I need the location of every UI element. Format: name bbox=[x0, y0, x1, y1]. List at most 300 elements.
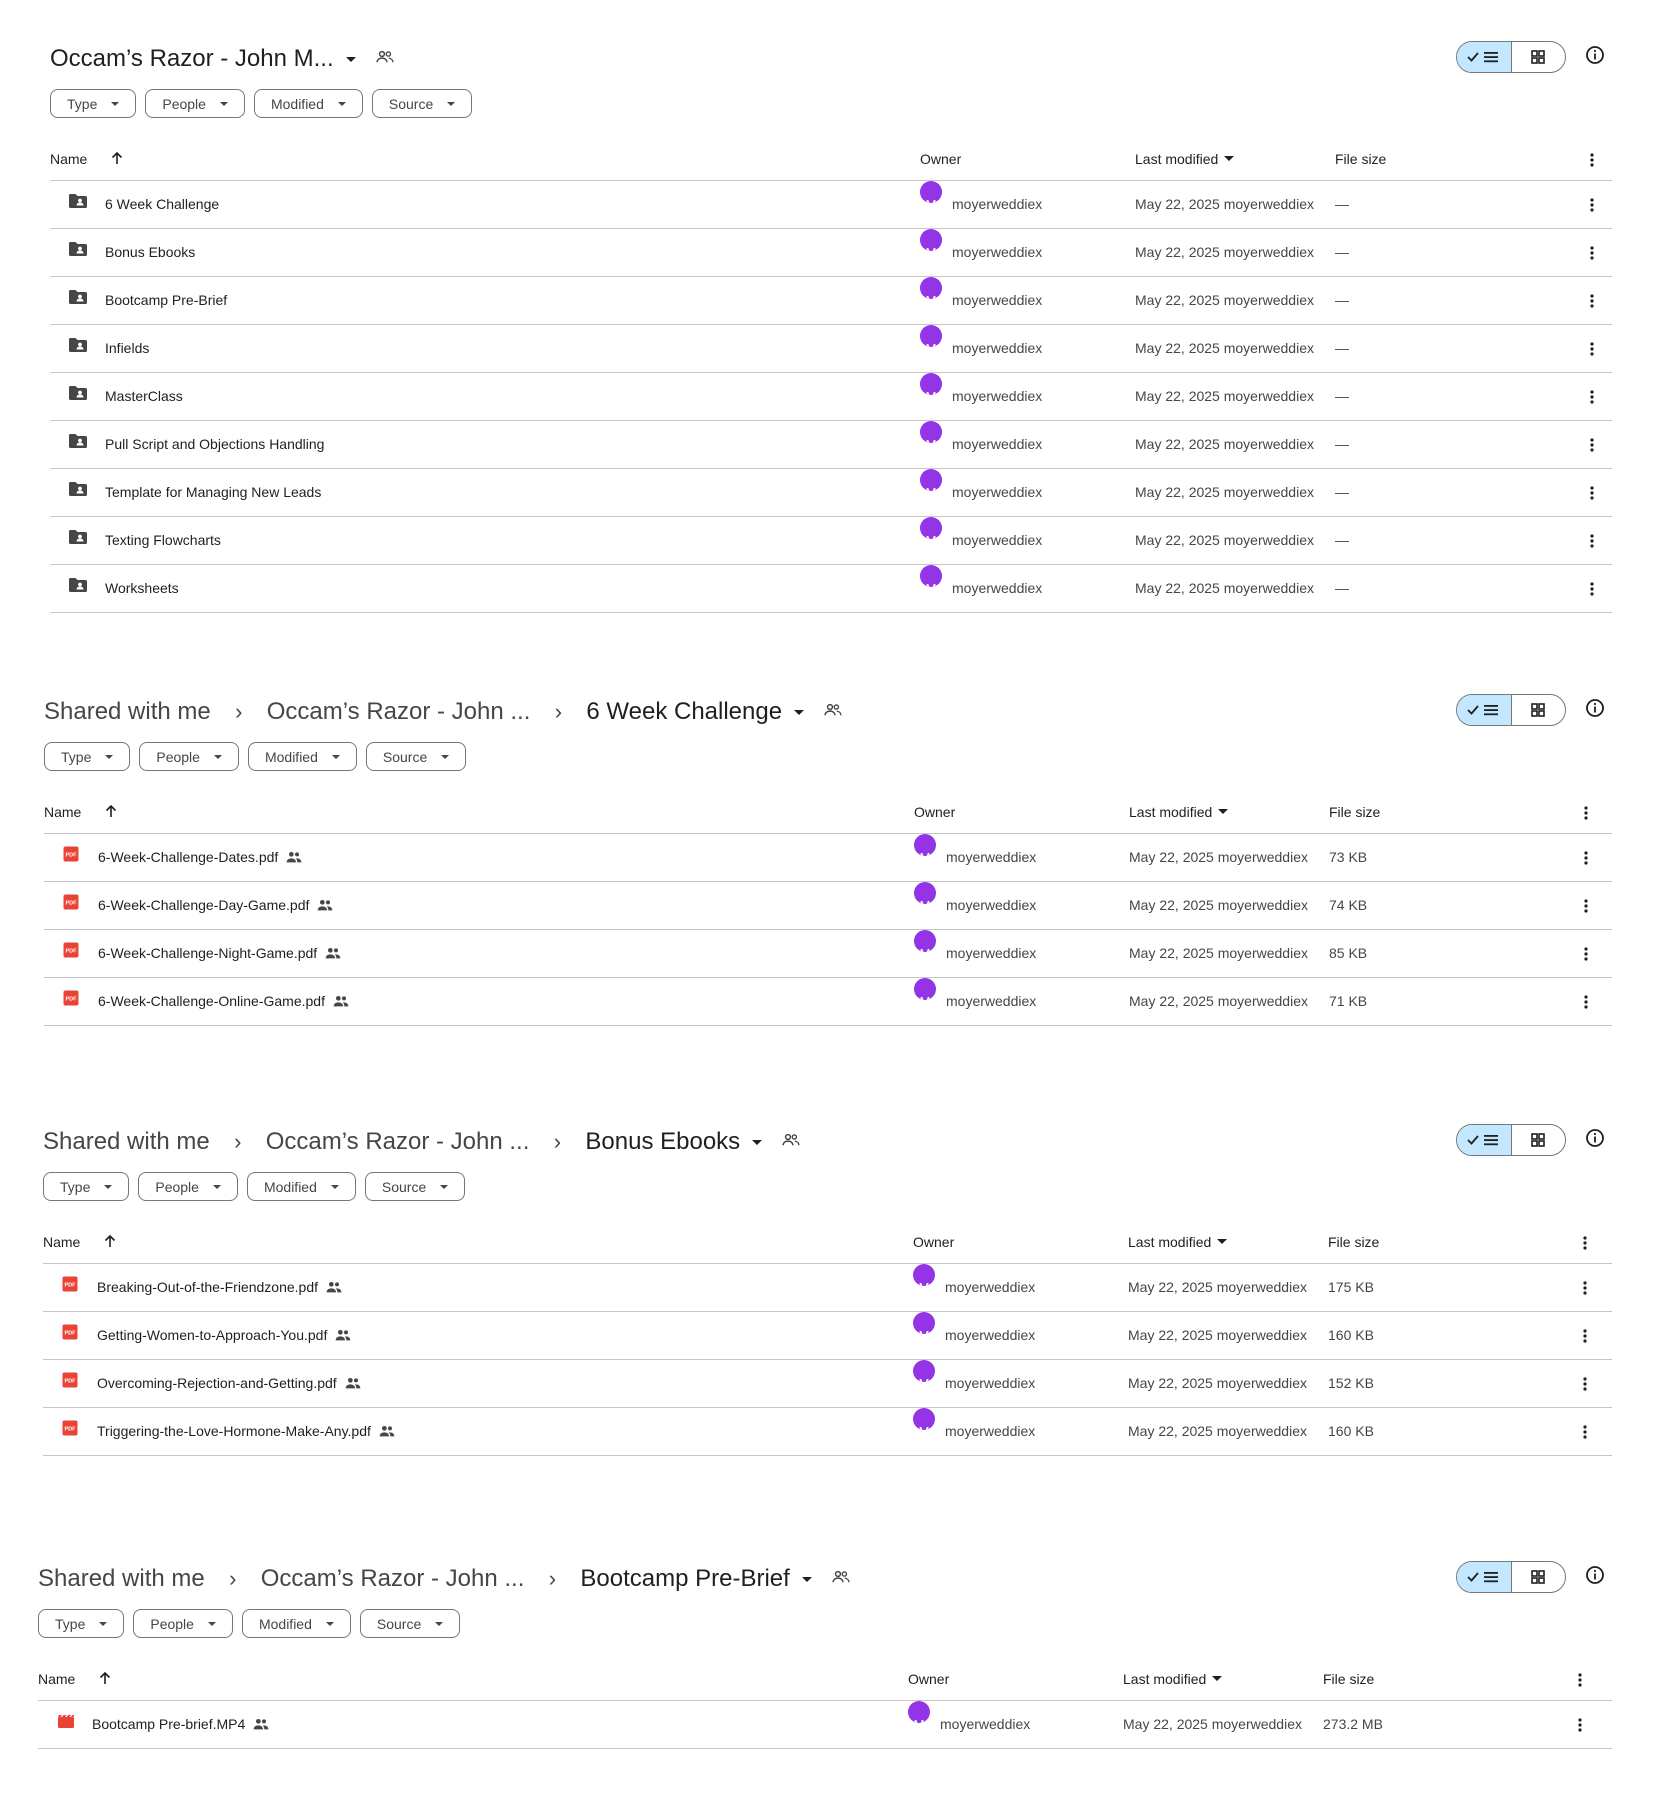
chevron-right-icon: › bbox=[548, 1566, 557, 1591]
more-vert-icon[interactable] bbox=[1587, 517, 1597, 564]
owner-name: moyerweddiex bbox=[952, 388, 1043, 404]
file-name-label: Bootcamp Pre-brief.MP4 bbox=[92, 1716, 246, 1732]
current-folder-label: Occam’s Razor - John M... bbox=[50, 45, 334, 72]
svg-text:PDF: PDF bbox=[65, 852, 77, 859]
chevron-right-icon: › bbox=[554, 699, 563, 724]
breadcrumb-item[interactable]: Occam’s Razor - John ... bbox=[260, 1565, 525, 1592]
column-last-modified[interactable] bbox=[1135, 139, 1234, 179]
owner-name: moyerweddiex bbox=[945, 1279, 1036, 1295]
more-vert-icon[interactable] bbox=[1580, 1408, 1590, 1455]
file-size: 152 KB bbox=[1328, 1375, 1374, 1391]
filter-chip-label: Source bbox=[382, 748, 428, 765]
last-modified: May 22, 2025 moyerweddiex bbox=[1135, 436, 1314, 452]
more-vert-icon[interactable] bbox=[1580, 1264, 1590, 1311]
avatar: M bbox=[913, 1264, 935, 1286]
file-size: — bbox=[1335, 292, 1349, 308]
last-modified: May 22, 2025 moyerweddiex bbox=[1135, 484, 1314, 500]
owner-name: moyerweddiex bbox=[946, 945, 1037, 961]
video-icon bbox=[57, 1701, 75, 1748]
column-last-modified-label: Last modified bbox=[1129, 804, 1213, 820]
file-name bbox=[92, 1701, 269, 1748]
shared-people-icon bbox=[317, 898, 333, 914]
shared-folder-icon bbox=[68, 565, 88, 612]
shared-people-icon bbox=[286, 850, 302, 866]
shared-people-icon[interactable] bbox=[782, 1133, 800, 1152]
filter-chip-label: Modified bbox=[258, 1615, 312, 1632]
file-size: — bbox=[1335, 580, 1349, 596]
last-modified: May 22, 2025 moyerweddiex bbox=[1128, 1327, 1307, 1343]
table-row[interactable] bbox=[50, 565, 1612, 613]
table-row[interactable] bbox=[44, 834, 1612, 882]
shared-people-icon bbox=[326, 1280, 342, 1296]
more-vert-icon[interactable] bbox=[1587, 565, 1597, 612]
caret-down-icon bbox=[326, 1622, 334, 1626]
caret-down-icon bbox=[104, 1185, 112, 1189]
column-file-size: File size bbox=[1328, 1234, 1380, 1250]
owner-name: moyerweddiex bbox=[952, 340, 1043, 356]
caret-down-icon bbox=[332, 755, 340, 759]
shared-people-icon bbox=[335, 1328, 351, 1344]
caret-down-icon bbox=[1212, 1676, 1222, 1681]
file-name bbox=[105, 373, 183, 420]
file-name bbox=[105, 517, 221, 564]
owner-name: moyerweddiex bbox=[952, 196, 1043, 212]
column-name[interactable]: Name bbox=[43, 1234, 81, 1250]
file-size: 175 KB bbox=[1328, 1279, 1374, 1295]
file-size: — bbox=[1335, 484, 1349, 500]
current-folder-label: Bonus Ebooks bbox=[585, 1128, 741, 1155]
filter-people-chip[interactable] bbox=[139, 742, 239, 771]
caret-down-icon bbox=[447, 102, 455, 106]
svg-text:PDF: PDF bbox=[64, 1426, 76, 1433]
sort-arrow-up-icon[interactable] bbox=[110, 140, 124, 180]
filter-modified-chip[interactable] bbox=[247, 1172, 356, 1201]
current-folder-title[interactable] bbox=[50, 45, 356, 73]
shared-people-icon bbox=[345, 1376, 361, 1392]
chevron-right-icon: › bbox=[234, 1129, 242, 1154]
column-owner: Owner bbox=[908, 1671, 950, 1687]
folder-header bbox=[0, 690, 1680, 734]
table-row[interactable] bbox=[43, 1264, 1612, 1312]
more-vert-icon[interactable] bbox=[1580, 1312, 1590, 1359]
avatar: M bbox=[913, 1408, 935, 1430]
last-modified: May 22, 2025 moyerweddiex bbox=[1123, 1716, 1302, 1732]
shared-people-icon bbox=[253, 1717, 269, 1733]
file-name-label: 6-Week-Challenge-Online-Game.pdf bbox=[98, 993, 325, 1009]
table-row[interactable] bbox=[44, 978, 1612, 1026]
file-name-label: 6 Week Challenge bbox=[105, 196, 220, 212]
shared-folder-icon bbox=[68, 277, 88, 324]
filter-chip-label: Modified bbox=[264, 748, 318, 765]
chevron-right-icon: › bbox=[229, 1566, 237, 1591]
shared-people-icon bbox=[379, 1424, 395, 1440]
file-name bbox=[105, 565, 179, 612]
file-name-label: 6-Week-Challenge-Night-Game.pdf bbox=[98, 945, 318, 961]
current-folder-label: 6 Week Challenge bbox=[586, 698, 783, 725]
avatar: M bbox=[913, 1312, 935, 1334]
owner-name: moyerweddiex bbox=[952, 484, 1043, 500]
folder-header bbox=[0, 1120, 1680, 1164]
file-size: — bbox=[1335, 340, 1349, 356]
avatar: M bbox=[920, 469, 942, 491]
more-vert-icon[interactable] bbox=[1587, 277, 1597, 324]
more-vert-icon[interactable] bbox=[1581, 930, 1591, 977]
table-header bbox=[43, 1222, 1612, 1264]
breadcrumb bbox=[44, 690, 842, 734]
filter-chip-label: Source bbox=[381, 1178, 427, 1195]
breadcrumb bbox=[43, 1120, 800, 1164]
file-name-label: Overcoming-Rejection-and-Getting.pdf bbox=[97, 1375, 337, 1391]
file-size: — bbox=[1335, 196, 1349, 212]
more-vert-icon[interactable] bbox=[1581, 792, 1591, 833]
column-last-modified[interactable] bbox=[1128, 1222, 1227, 1262]
breadcrumb bbox=[38, 1557, 850, 1601]
owner-name: moyerweddiex bbox=[952, 292, 1043, 308]
current-folder-title[interactable] bbox=[585, 1128, 762, 1156]
view-toggle bbox=[1456, 41, 1566, 73]
more-vert-icon[interactable] bbox=[1587, 469, 1597, 516]
column-last-modified[interactable] bbox=[1129, 792, 1228, 832]
filter-type-chip[interactable] bbox=[44, 742, 130, 771]
shared-people-icon[interactable] bbox=[824, 703, 842, 722]
filter-source-chip[interactable] bbox=[365, 1172, 465, 1201]
avatar: M bbox=[914, 882, 936, 904]
table-row[interactable] bbox=[50, 229, 1612, 277]
svg-text:PDF: PDF bbox=[65, 996, 77, 1003]
owner-name: moyerweddiex bbox=[952, 580, 1043, 596]
info-icon[interactable] bbox=[1585, 45, 1607, 67]
column-file-size: File size bbox=[1329, 804, 1381, 820]
owner-name: moyerweddiex bbox=[945, 1423, 1036, 1439]
table-header bbox=[44, 792, 1612, 834]
shared-folder-icon bbox=[68, 421, 88, 468]
avatar: M bbox=[908, 1701, 930, 1723]
table-row[interactable] bbox=[43, 1408, 1612, 1456]
last-modified: May 22, 2025 moyerweddiex bbox=[1129, 993, 1308, 1009]
filter-type-chip[interactable] bbox=[43, 1172, 129, 1201]
caret-down-icon bbox=[802, 1577, 812, 1582]
more-vert-icon[interactable] bbox=[1575, 1701, 1585, 1748]
caret-down-icon bbox=[435, 1622, 443, 1626]
filter-people-chip[interactable] bbox=[133, 1609, 233, 1638]
avatar: M bbox=[920, 229, 942, 251]
file-name-label: Triggering-the-Love-Hormone-Make-Any.pdf bbox=[97, 1423, 371, 1439]
file-size: 71 KB bbox=[1329, 993, 1368, 1009]
grid-view-button[interactable] bbox=[1512, 1562, 1566, 1592]
caret-down-icon bbox=[440, 1185, 448, 1189]
chevron-right-icon: › bbox=[235, 699, 243, 724]
last-modified: May 22, 2025 moyerweddiex bbox=[1135, 196, 1314, 212]
info-icon[interactable] bbox=[1585, 1128, 1607, 1150]
table-row[interactable] bbox=[50, 325, 1612, 373]
table-header bbox=[50, 139, 1612, 181]
file-size: — bbox=[1335, 532, 1349, 548]
last-modified: May 22, 2025 moyerweddiex bbox=[1129, 897, 1308, 913]
filter-chip-label: Type bbox=[55, 1615, 86, 1632]
filter-people-chip[interactable] bbox=[145, 89, 245, 118]
file-name bbox=[105, 421, 324, 468]
table-row[interactable] bbox=[44, 882, 1612, 930]
file-size: — bbox=[1335, 244, 1349, 260]
folder-header bbox=[0, 1557, 1680, 1601]
caret-down-icon bbox=[752, 1140, 762, 1145]
filter-chips bbox=[44, 742, 466, 771]
list-view-button[interactable] bbox=[1457, 1125, 1512, 1155]
filter-chip-label: Modified bbox=[263, 1178, 317, 1195]
svg-text:PDF: PDF bbox=[64, 1282, 76, 1289]
file-name bbox=[105, 229, 195, 276]
chevron-right-icon: › bbox=[553, 1129, 562, 1154]
owner-name: moyerweddiex bbox=[946, 993, 1037, 1009]
svg-text:PDF: PDF bbox=[65, 900, 77, 907]
filter-chip-label: People bbox=[150, 1615, 194, 1632]
sort-arrow-up-icon[interactable] bbox=[103, 1223, 117, 1263]
column-last-modified-label: Last modified bbox=[1135, 151, 1219, 167]
avatar: M bbox=[920, 517, 942, 539]
filter-source-chip[interactable] bbox=[360, 1609, 460, 1638]
file-name bbox=[105, 469, 321, 516]
table-row[interactable] bbox=[43, 1360, 1612, 1408]
column-file-size: File size bbox=[1323, 1671, 1375, 1687]
owner-name: moyerweddiex bbox=[952, 436, 1043, 452]
shared-folder-icon bbox=[68, 181, 88, 228]
pdf-icon bbox=[63, 834, 79, 881]
last-modified: May 22, 2025 moyerweddiex bbox=[1128, 1279, 1307, 1295]
last-modified: May 22, 2025 moyerweddiex bbox=[1135, 292, 1314, 308]
info-icon[interactable] bbox=[1585, 698, 1607, 720]
file-name bbox=[105, 277, 227, 324]
owner-name: moyerweddiex bbox=[946, 897, 1037, 913]
column-name[interactable]: Name bbox=[50, 151, 88, 167]
more-vert-icon[interactable] bbox=[1587, 421, 1597, 468]
info-icon[interactable] bbox=[1585, 1565, 1607, 1587]
filter-chip-label: Source bbox=[376, 1615, 422, 1632]
filter-chips bbox=[43, 1172, 465, 1201]
filter-type-chip[interactable] bbox=[50, 89, 136, 118]
column-last-modified-label: Last modified bbox=[1123, 1671, 1207, 1687]
avatar: M bbox=[914, 930, 936, 952]
caret-down-icon bbox=[213, 1185, 221, 1189]
last-modified: May 22, 2025 moyerweddiex bbox=[1128, 1375, 1307, 1391]
shared-people-icon[interactable] bbox=[376, 50, 394, 69]
caret-down-icon bbox=[105, 755, 113, 759]
pdf-icon bbox=[63, 978, 79, 1025]
sort-arrow-up-icon[interactable] bbox=[104, 793, 118, 833]
avatar: M bbox=[920, 277, 942, 299]
file-name-label: Getting-Women-to-Approach-You.pdf bbox=[97, 1327, 328, 1343]
file-name bbox=[98, 930, 341, 977]
table-row[interactable] bbox=[50, 181, 1612, 229]
more-vert-icon[interactable] bbox=[1575, 1659, 1585, 1700]
file-name-label: Pull Script and Objections Handling bbox=[105, 436, 325, 452]
file-size: 74 KB bbox=[1329, 897, 1368, 913]
shared-folder-icon bbox=[68, 325, 88, 372]
avatar: M bbox=[920, 421, 942, 443]
breadcrumb bbox=[50, 37, 394, 81]
file-name-label: 6-Week-Challenge-Dates.pdf bbox=[98, 849, 279, 865]
pdf-icon bbox=[62, 1360, 78, 1407]
owner-name: moyerweddiex bbox=[945, 1327, 1036, 1343]
file-table bbox=[44, 792, 1612, 1026]
more-vert-icon[interactable] bbox=[1581, 882, 1591, 929]
shared-folder-icon bbox=[68, 469, 88, 516]
grid-view-button[interactable] bbox=[1512, 42, 1566, 72]
svg-text:PDF: PDF bbox=[64, 1378, 76, 1385]
file-name bbox=[97, 1408, 395, 1455]
breadcrumb-item[interactable]: Shared with me bbox=[44, 698, 211, 725]
avatar: M bbox=[920, 181, 942, 203]
sort-arrow-up-icon[interactable] bbox=[98, 1660, 112, 1700]
file-name-label: Infields bbox=[105, 340, 150, 356]
file-name bbox=[97, 1264, 342, 1311]
file-name-label: Texting Flowcharts bbox=[105, 532, 221, 548]
current-folder-label: Bootcamp Pre-Brief bbox=[580, 1565, 790, 1592]
last-modified: May 22, 2025 moyerweddiex bbox=[1135, 388, 1314, 404]
more-vert-icon[interactable] bbox=[1587, 181, 1597, 228]
caret-down-icon bbox=[214, 755, 222, 759]
pdf-icon bbox=[63, 882, 79, 929]
file-size: 73 KB bbox=[1329, 849, 1368, 865]
shared-folder-icon bbox=[68, 373, 88, 420]
caret-down-icon bbox=[441, 755, 449, 759]
last-modified: May 22, 2025 moyerweddiex bbox=[1135, 340, 1314, 356]
last-modified: May 22, 2025 moyerweddiex bbox=[1128, 1423, 1307, 1439]
filter-chip-label: Source bbox=[388, 95, 434, 112]
pdf-icon bbox=[62, 1408, 78, 1455]
filter-modified-chip[interactable] bbox=[248, 742, 357, 771]
table-header bbox=[38, 1659, 1612, 1701]
filter-chip-label: Type bbox=[67, 95, 98, 112]
filter-chips bbox=[50, 89, 472, 118]
caret-down-icon bbox=[220, 102, 228, 106]
filter-source-chip[interactable] bbox=[366, 742, 466, 771]
file-size: — bbox=[1335, 388, 1349, 404]
last-modified: May 22, 2025 moyerweddiex bbox=[1129, 945, 1308, 961]
list-view-button[interactable] bbox=[1457, 1562, 1512, 1592]
breadcrumb-item[interactable]: Occam’s Razor - John ... bbox=[265, 1128, 530, 1155]
file-name-label: MasterClass bbox=[105, 388, 183, 404]
table-row[interactable] bbox=[43, 1312, 1612, 1360]
column-owner: Owner bbox=[913, 1234, 955, 1250]
breadcrumb-item[interactable]: Shared with me bbox=[43, 1128, 210, 1155]
list-view-button[interactable] bbox=[1457, 42, 1512, 72]
caret-down-icon bbox=[99, 1622, 107, 1626]
shared-folder-icon bbox=[68, 229, 88, 276]
file-name bbox=[98, 882, 333, 929]
filter-modified-chip[interactable] bbox=[254, 89, 363, 118]
last-modified: May 22, 2025 moyerweddiex bbox=[1135, 244, 1314, 260]
file-name bbox=[98, 978, 349, 1025]
file-name bbox=[97, 1360, 361, 1407]
svg-text:PDF: PDF bbox=[65, 948, 77, 955]
owner-name: moyerweddiex bbox=[952, 532, 1043, 548]
breadcrumb-item[interactable]: Occam’s Razor - John ... bbox=[266, 698, 531, 725]
filter-chip-label: People bbox=[156, 748, 200, 765]
shared-folder-icon bbox=[68, 517, 88, 564]
shared-people-icon bbox=[333, 994, 349, 1010]
view-toggle bbox=[1456, 1561, 1566, 1593]
filter-people-chip[interactable] bbox=[138, 1172, 238, 1201]
more-vert-icon[interactable] bbox=[1580, 1222, 1590, 1263]
column-file-size: File size bbox=[1335, 151, 1387, 167]
more-vert-icon[interactable] bbox=[1581, 834, 1591, 881]
column-name[interactable]: Name bbox=[44, 804, 82, 820]
table-row[interactable] bbox=[50, 517, 1612, 565]
file-name-label: Worksheets bbox=[105, 580, 179, 596]
svg-text:PDF: PDF bbox=[64, 1330, 76, 1337]
filter-type-chip[interactable] bbox=[38, 1609, 124, 1638]
avatar: M bbox=[914, 834, 936, 856]
grid-view-button[interactable] bbox=[1512, 695, 1566, 725]
column-name[interactable]: Name bbox=[38, 1671, 76, 1687]
caret-down-icon bbox=[1218, 809, 1228, 814]
file-size: 273.2 MB bbox=[1323, 1716, 1383, 1732]
avatar: M bbox=[920, 373, 942, 395]
pdf-icon bbox=[62, 1312, 78, 1359]
more-vert-icon[interactable] bbox=[1587, 229, 1597, 276]
avatar: M bbox=[914, 978, 936, 1000]
more-vert-icon[interactable] bbox=[1587, 139, 1597, 180]
caret-down-icon bbox=[111, 102, 119, 106]
table-row[interactable] bbox=[38, 1701, 1612, 1749]
caret-down-icon bbox=[208, 1622, 216, 1626]
column-last-modified[interactable] bbox=[1123, 1659, 1222, 1699]
view-toggle bbox=[1456, 694, 1566, 726]
table-row[interactable] bbox=[50, 373, 1612, 421]
last-modified: May 22, 2025 moyerweddiex bbox=[1135, 580, 1314, 596]
current-folder-title[interactable] bbox=[580, 1565, 811, 1593]
filter-chips bbox=[38, 1609, 460, 1638]
shared-people-icon[interactable] bbox=[832, 1570, 850, 1589]
table-row[interactable] bbox=[50, 277, 1612, 325]
owner-name: moyerweddiex bbox=[945, 1375, 1036, 1391]
file-size: 160 KB bbox=[1328, 1327, 1374, 1343]
avatar: M bbox=[913, 1360, 935, 1382]
grid-view-button[interactable] bbox=[1512, 1125, 1566, 1155]
file-name bbox=[97, 1312, 351, 1359]
file-name-label: Template for Managing New Leads bbox=[105, 484, 322, 500]
column-last-modified-label: Last modified bbox=[1128, 1234, 1212, 1250]
file-name bbox=[105, 325, 149, 372]
current-folder-title[interactable] bbox=[586, 698, 804, 726]
caret-down-icon bbox=[331, 1185, 339, 1189]
file-table bbox=[38, 1659, 1612, 1749]
more-vert-icon[interactable] bbox=[1587, 325, 1597, 372]
filter-source-chip[interactable] bbox=[372, 89, 472, 118]
folder-header bbox=[0, 37, 1680, 81]
owner-name: moyerweddiex bbox=[940, 1716, 1031, 1732]
last-modified: May 22, 2025 moyerweddiex bbox=[1129, 849, 1308, 865]
filter-chip-label: Modified bbox=[270, 95, 324, 112]
caret-down-icon bbox=[338, 102, 346, 106]
more-vert-icon[interactable] bbox=[1580, 1360, 1590, 1407]
list-view-button[interactable] bbox=[1457, 695, 1512, 725]
breadcrumb-item[interactable]: Shared with me bbox=[38, 1565, 205, 1592]
table-row[interactable] bbox=[50, 421, 1612, 469]
owner-name: moyerweddiex bbox=[952, 244, 1043, 260]
more-vert-icon[interactable] bbox=[1587, 373, 1597, 420]
filter-chip-label: People bbox=[162, 95, 206, 112]
more-vert-icon[interactable] bbox=[1581, 978, 1591, 1025]
filter-modified-chip[interactable] bbox=[242, 1609, 351, 1638]
pdf-icon bbox=[63, 930, 79, 977]
avatar: M bbox=[920, 325, 942, 347]
file-size: 85 KB bbox=[1329, 945, 1368, 961]
file-table bbox=[50, 139, 1612, 613]
filter-chip-label: Type bbox=[60, 1178, 91, 1195]
table-row[interactable] bbox=[50, 469, 1612, 517]
table-row[interactable] bbox=[44, 930, 1612, 978]
